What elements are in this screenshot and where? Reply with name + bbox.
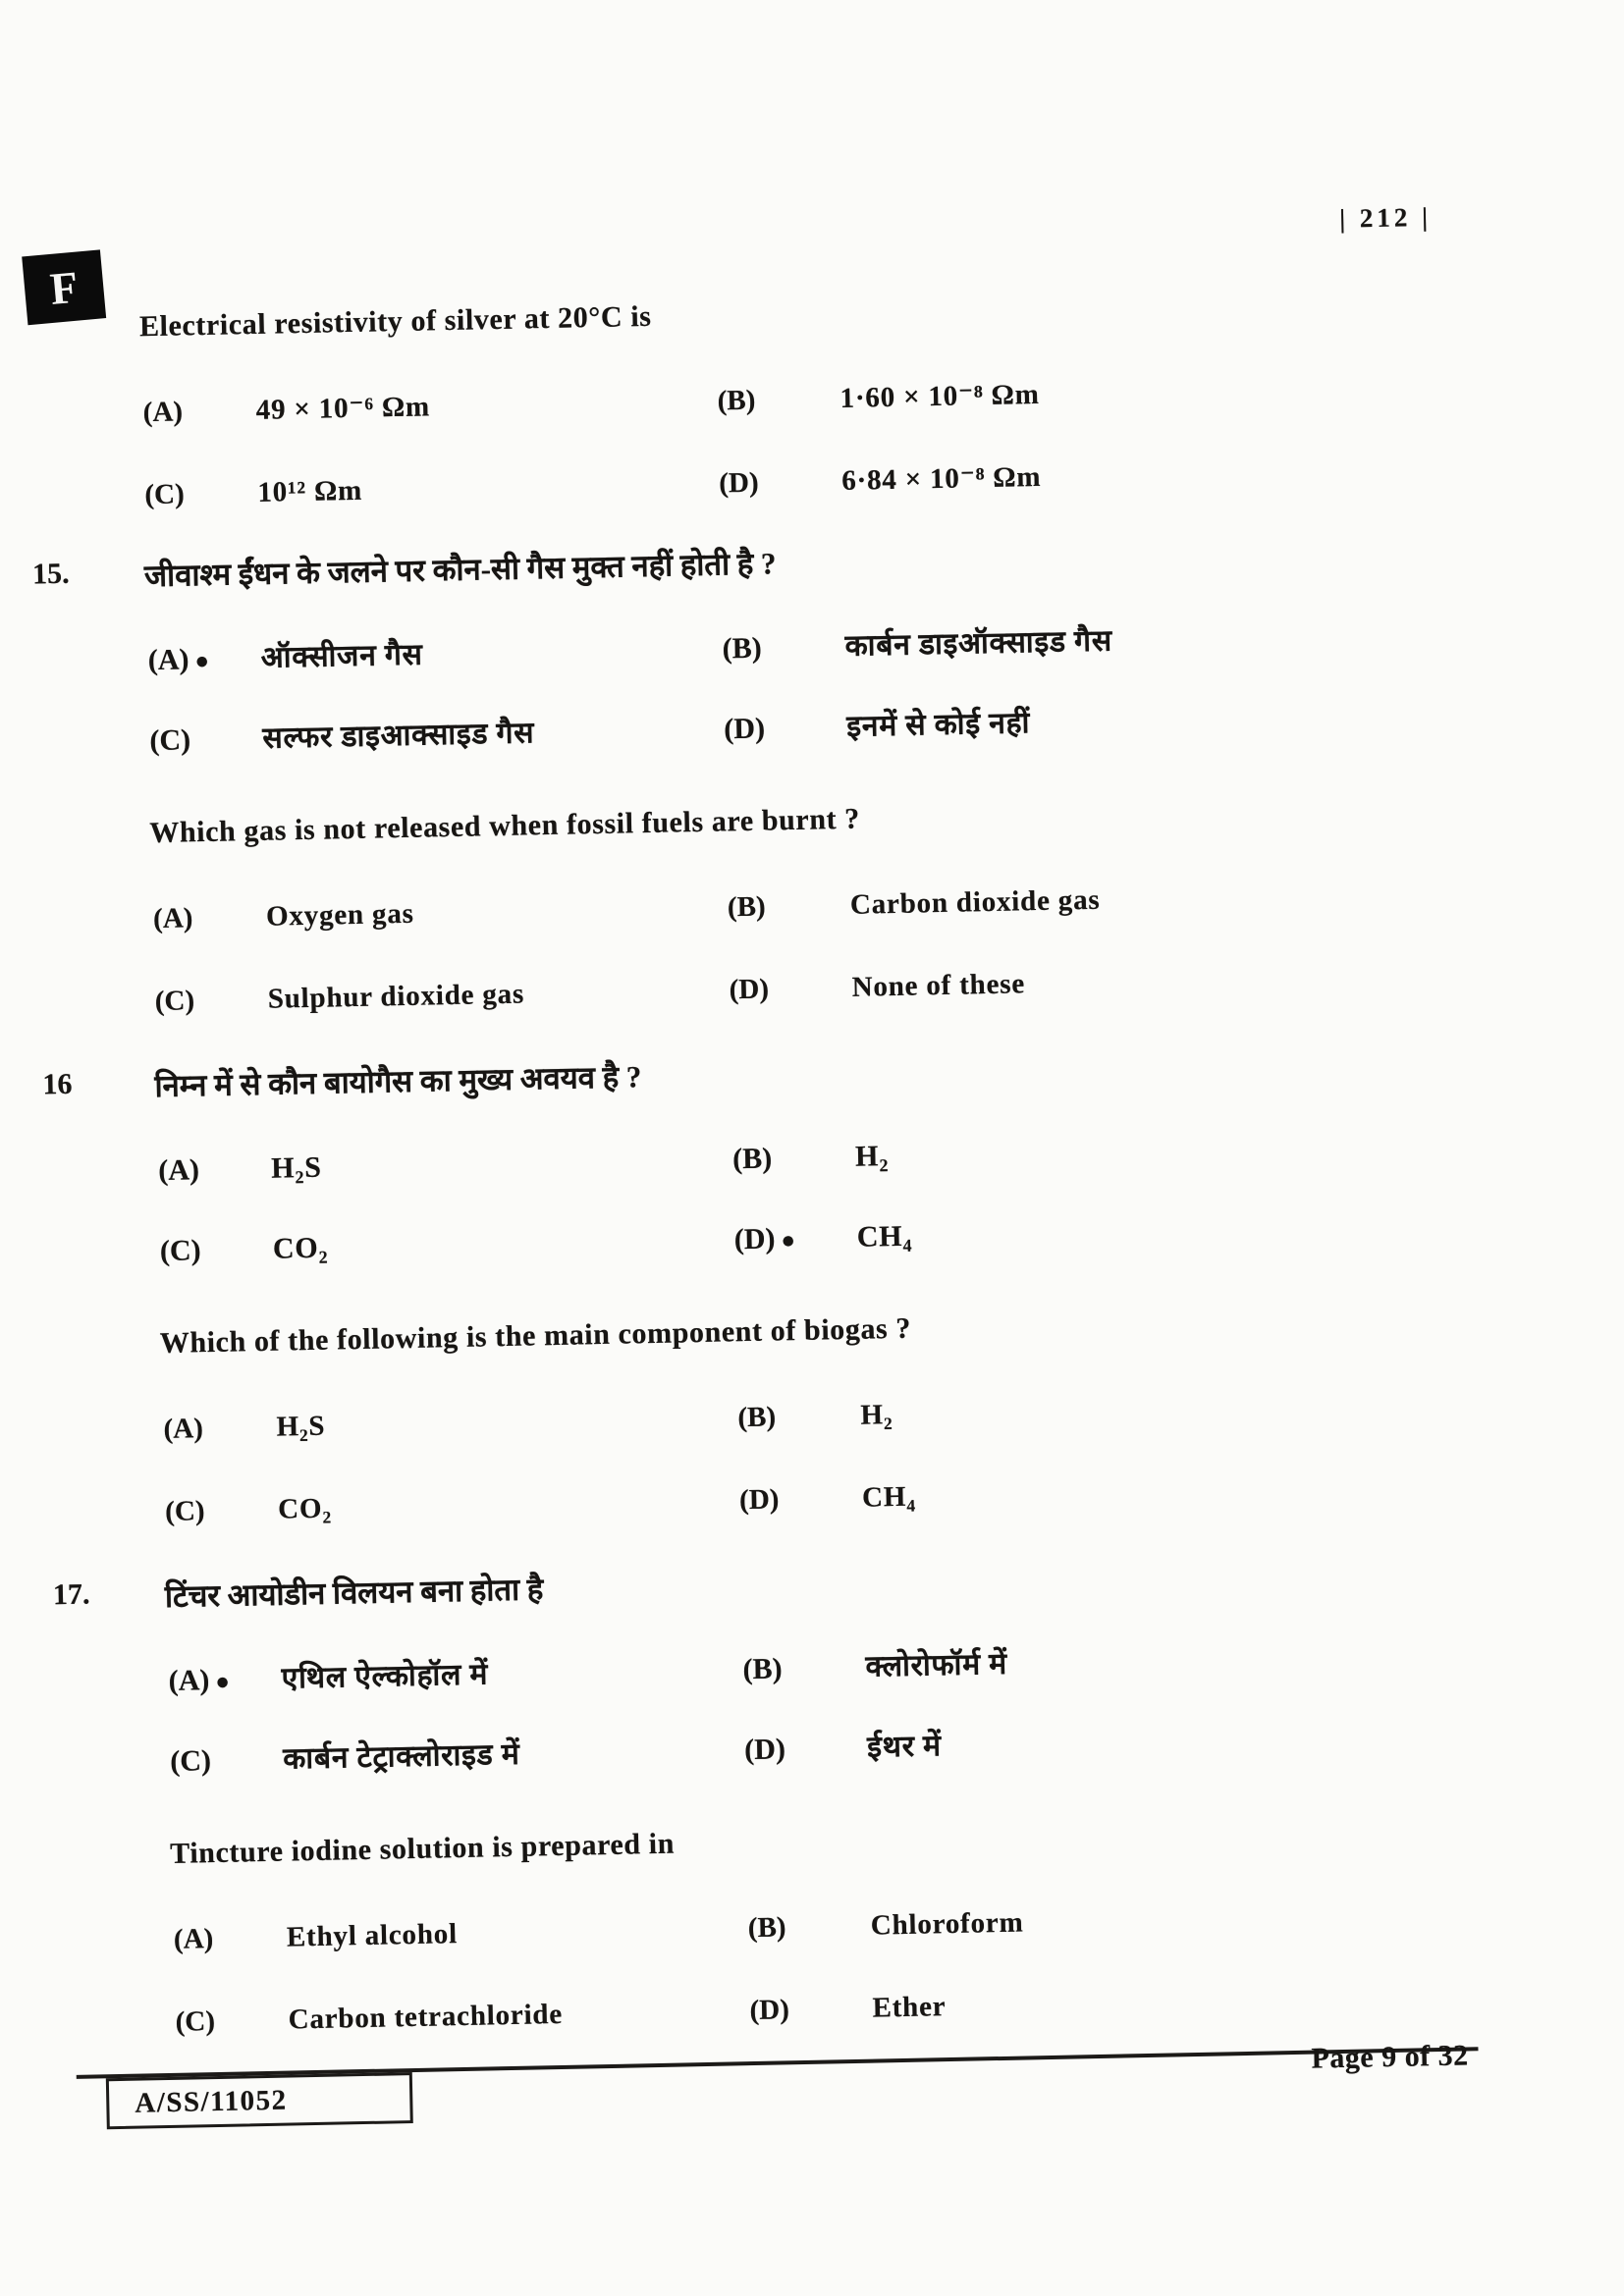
option-label: [175, 2002, 289, 2042]
option-letter: (C): [149, 723, 191, 758]
option-text: CO₂: [277, 1492, 333, 1525]
footer-page-indicator: Page 9 of 32: [1311, 2039, 1469, 2075]
option-text: H₂: [860, 1399, 893, 1431]
option-label: [729, 970, 852, 1010]
options-group-english: [174, 1894, 1574, 2042]
option-label: [168, 1659, 282, 1704]
option-letter: (B): [747, 1911, 786, 1945]
answer-dot-icon: [217, 1750, 218, 1776]
option-text: कार्बन टेट्राक्लोराइड में: [282, 1737, 520, 1776]
option-text: इनमें से कोई नहीं: [845, 707, 1031, 743]
option-label: [165, 1492, 279, 1531]
option-letter: (B): [737, 1401, 777, 1434]
option-letter: (C): [159, 1234, 201, 1268]
option-text: None of these: [851, 968, 1026, 1003]
option-text: H₂: [854, 1140, 890, 1173]
option-text: Oxygen gas: [265, 897, 414, 933]
option-text: ईथर में: [866, 1730, 943, 1764]
option-letter: (B): [717, 384, 756, 417]
options-group: [142, 367, 1543, 515]
answer-dot-icon: ●: [194, 648, 210, 675]
option-text: H₂S: [276, 1410, 326, 1443]
option-text: Ethyl alcohol: [286, 1918, 459, 1953]
series-marker-badge: F: [22, 249, 106, 325]
option-row: [168, 1632, 1567, 1704]
option-letter: (D): [724, 712, 766, 746]
option-letter: (C): [175, 2005, 216, 2038]
option-row: [153, 874, 1551, 939]
question-stem-hindi: टिंचर आयोडीन विलयन बना होता है: [164, 1572, 544, 1614]
option-row: [170, 1713, 1569, 1785]
option-row: [165, 1466, 1563, 1531]
footer-paper-code: A/SS/11052: [106, 2072, 413, 2129]
answer-dot-icon: [771, 895, 772, 921]
option-label: [732, 1137, 856, 1182]
option-label: [170, 1739, 284, 1785]
option-letter: (D): [749, 1994, 790, 2027]
answer-dot-icon: [791, 1738, 792, 1764]
option-letter: (D): [729, 973, 770, 1006]
option-label: [142, 393, 256, 432]
option-letter: (C): [154, 985, 195, 1018]
question-header: [0, 1038, 1555, 1110]
option-text: Ether: [872, 1991, 947, 2024]
options-group-hindi: [158, 1122, 1558, 1274]
answer-dot-icon: [767, 637, 768, 663]
page-number-ref: | 212 |: [1338, 201, 1433, 234]
option-label: [737, 1398, 861, 1438]
answer-dot-icon: ●: [781, 1228, 796, 1255]
answer-dot-icon: [795, 1999, 796, 2024]
options-group-english: [153, 874, 1553, 1022]
questions-area: [0, 281, 1575, 2090]
option-label: [144, 475, 258, 514]
option-text: Carbon tetrachloride: [288, 1998, 564, 2036]
answer-dot-icon: [771, 718, 772, 743]
options-group-hindi: [168, 1632, 1568, 1785]
option-row: [154, 955, 1552, 1021]
option-row: [163, 1383, 1561, 1449]
option-label: [744, 1728, 868, 1774]
question-stem-english: Which of the following is the main component of biogas ?: [159, 1311, 912, 1361]
answer-dot-icon: [209, 1417, 210, 1443]
question-stem-hindi: जीवाश्म ईंधन के जलने पर कौन-सी गैस मुक्त नहीं होती है ?: [143, 546, 777, 594]
option-letter: (C): [170, 1744, 212, 1778]
option-label: [739, 1480, 863, 1521]
option-letter: (D): [719, 466, 759, 500]
question-stem-english: Tincture iodine solution is prepared in: [169, 1827, 676, 1870]
answer-dot-icon: [210, 1500, 211, 1525]
option-text: क्लोरोफॉर्म में: [865, 1647, 1008, 1683]
option-label: [147, 638, 261, 683]
option-text: CO₂: [272, 1231, 329, 1265]
option-text: कार्बन डाइऑक्साइड गैस: [844, 624, 1113, 663]
answer-dot-icon: [198, 907, 199, 933]
option-letter: (A): [173, 1923, 214, 1955]
option-letter: (B): [727, 890, 766, 924]
option-label: [174, 1920, 288, 1959]
question-number: 15.: [31, 557, 70, 591]
option-row: [142, 367, 1541, 433]
option-letter: (A): [152, 902, 193, 935]
option-label: [742, 1647, 866, 1692]
answer-dot-icon: [778, 1148, 779, 1173]
question-stem-hindi: निम्न में से कौन बायोगैस का मुख्य अवयव है ?: [154, 1059, 642, 1104]
question-number: 16: [42, 1067, 73, 1101]
option-text: CH₄: [856, 1219, 913, 1254]
option-text: एथिल ऐल्कोहॉल में: [281, 1658, 489, 1695]
option-letter: (D): [738, 1483, 780, 1517]
question-header: [0, 528, 1544, 601]
option-label: [728, 887, 851, 928]
option-label: [748, 1908, 872, 1949]
answer-dot-icon: [196, 729, 197, 755]
option-letter: (D): [743, 1733, 786, 1767]
option-text: Chloroform: [870, 1906, 1024, 1942]
option-text: ऑक्सीजन गैस: [260, 638, 423, 674]
option-letter: (D): [733, 1222, 776, 1256]
option-label: [154, 982, 268, 1021]
answer-dot-icon: [206, 1240, 207, 1265]
option-label: [733, 1217, 857, 1262]
option-row: [147, 613, 1546, 684]
option-text: 10¹² Ωm: [257, 474, 363, 508]
answer-dot-icon: [205, 1159, 206, 1185]
option-letter: (B): [742, 1652, 783, 1686]
answer-dot-icon: [761, 390, 762, 415]
option-label: [158, 1148, 272, 1194]
option-letter: (B): [722, 631, 763, 666]
option-label: [149, 719, 263, 764]
option-row: [174, 1894, 1572, 1959]
answer-dot-icon: ●: [215, 1669, 231, 1695]
answer-dot-icon: [189, 483, 190, 508]
question-stem-english: Electrical resistivity of silver at 20°C is: [138, 299, 652, 344]
answer-dot-icon: [219, 1928, 220, 1953]
option-text: H₂S: [270, 1150, 322, 1185]
option-text: 1·60 × 10⁻⁸ Ωm: [839, 378, 1040, 414]
question-header: [10, 1548, 1566, 1621]
option-letter: (A): [157, 1153, 200, 1188]
option-text: सल्फर डाइआक्साइड गैस: [262, 717, 535, 755]
option-letter: (A): [163, 1413, 204, 1445]
answer-dot-icon: [764, 472, 765, 498]
answer-dot-icon: [221, 2010, 222, 2036]
option-row: [158, 1122, 1557, 1194]
option-text: 49 × 10⁻⁶ Ωm: [255, 391, 431, 426]
option-letter: (C): [164, 1495, 205, 1527]
answer-dot-icon: [791, 1916, 792, 1942]
option-label: [717, 381, 840, 421]
answer-dot-icon: [200, 989, 201, 1015]
option-row: [144, 450, 1543, 515]
option-row: [159, 1202, 1558, 1274]
option-label: [163, 1410, 277, 1449]
option-letter: (A): [147, 643, 189, 677]
options-group-hindi: [147, 613, 1547, 765]
option-label: [153, 899, 267, 938]
answer-dot-icon: [775, 978, 776, 1003]
option-label: [159, 1229, 273, 1274]
option-letter: (B): [731, 1142, 773, 1176]
option-letter: (C): [144, 478, 186, 511]
option-label: [724, 707, 847, 752]
option-text: CH₄: [861, 1480, 917, 1514]
option-letter: (A): [142, 396, 184, 429]
question-number: 17.: [52, 1577, 90, 1612]
answer-dot-icon: [782, 1406, 783, 1431]
option-row: [175, 1976, 1573, 2042]
option-text: Sulphur dioxide gas: [267, 978, 525, 1015]
option-label: [722, 626, 845, 671]
option-label: [749, 1991, 873, 2031]
answer-dot-icon: [787, 1658, 788, 1683]
option-text: 6·84 × 10⁻⁸ Ωm: [840, 460, 1042, 497]
option-label: [719, 463, 842, 504]
options-group-english: [163, 1383, 1563, 1531]
option-letter: (A): [168, 1664, 210, 1697]
option-text: Carbon dioxide gas: [849, 883, 1101, 921]
question-stem-english: Which gas is not released when fossil fuels are burnt ?: [149, 802, 861, 850]
option-row: [149, 693, 1548, 765]
